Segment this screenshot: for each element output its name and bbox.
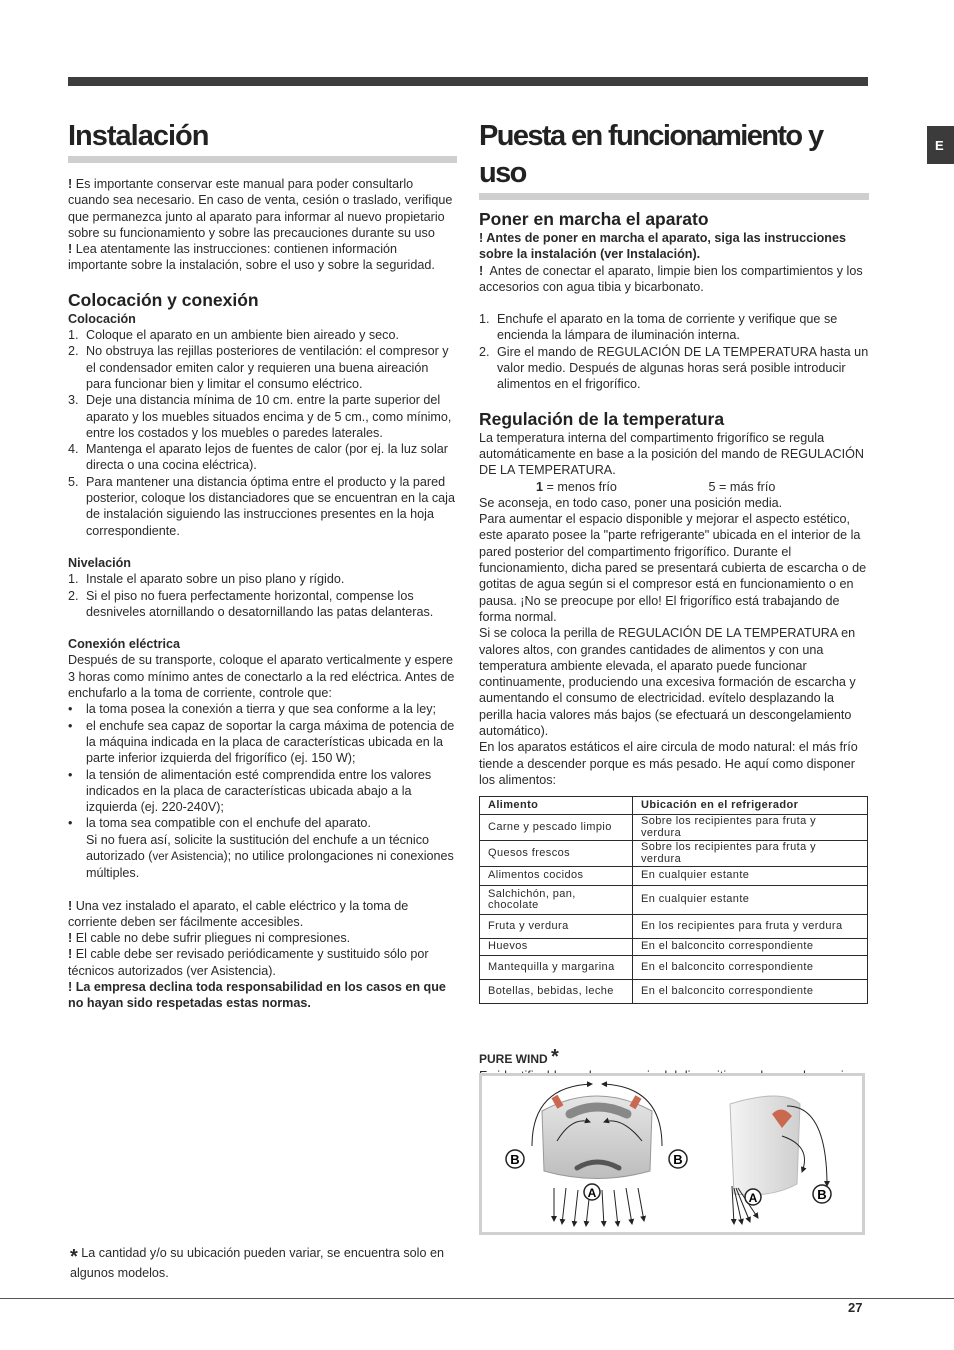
installation-column <box>68 118 457 1012</box>
bottom-rule <box>0 1298 954 1299</box>
table-cell: Salchichón, pan, chocolate <box>480 886 633 915</box>
table-row <box>480 915 868 939</box>
conexion-paragraph: Después de su transporte, coloque el aparato verticalmente y espere 3 horas como mínimo antes de conectarlo a la red eléctrica. Antes de enchufarlo a la toma de corriente, controle que: <box>68 653 455 701</box>
table-row <box>480 867 868 886</box>
usage-title: Puesta en funcionamiento y uso <box>479 118 869 200</box>
table-cell: En el balconcito correspondiente <box>633 939 868 956</box>
nivelacion-list <box>68 571 457 620</box>
table-cell: Mantequilla y margarina <box>480 956 633 980</box>
table-row <box>480 815 868 841</box>
table-cell: Fruta y verdura <box>480 915 633 939</box>
purewind-figure <box>479 1073 865 1235</box>
warning-3: ! El cable debe ser revisado periódicamente y sustituido sólo por técnicos autorizados (ver Asistencia). <box>68 947 429 978</box>
table-cell: En cualquier estante <box>633 886 868 915</box>
table-row <box>480 886 868 915</box>
list-item: 1. Instale el aparato sobre un piso plano y rígido. <box>68 572 345 587</box>
table-cell: Huevos <box>480 939 633 956</box>
list-item: 3. Deje una distancia mínima de 10 cm. entre la parte superior del aparato y los muebles situados encima y de 5 cm., como mínimo, entre los costados y los muebles o paredes laterales. <box>68 393 452 440</box>
temperature-heading: Regulación de la temperatura <box>479 408 725 429</box>
table-cell: Carne y pescado limpio <box>480 815 633 841</box>
list-item: • el enchufe sea capaz de soportar la carga máxima de potencia de la máquina indicada en la placa de características ubicada en la parte inferior izquierda del frigorífico (ej. 150 W); <box>68 718 455 766</box>
list-item: • la toma sea compatible con el enchufe del aparato. Si no fuera así, solicite la sustitución del enchufe a un técnico autorizado (ver Asistencia); no utilice prolongaciones ni conexiones múltiples. <box>68 816 454 881</box>
svg-text:B: B <box>510 1152 520 1167</box>
conexion-list <box>68 701 457 881</box>
table-cell: En los recipientes para fruta y verdura <box>633 915 868 939</box>
table-cell: Alimentos cocidos <box>480 867 633 886</box>
temperature-paragraph-1: La temperatura interna del compartimento frigorífico se regula automáticamente en base a la posición del mando de REGULACIÓN DE LA TEMPERATURA. <box>479 430 865 478</box>
warning-1: ! Una vez instalado el aparato, el cable eléctrico y la toma de corriente deben ser fácilmente accesibles. <box>68 898 409 929</box>
intro-paragraph-1: ! Es importante conservar este manual para poder consultarlo cuando sea necesario. En caso de venta, cesión o traslado, verifique que permanezca junto al aparato para informar al nuevo propietario sobre su funcionamiento y sobre las precauciones durante su uso <box>68 177 453 240</box>
airflow-illustration <box>482 1076 862 1232</box>
list-item: • la tensión de alimentación esté comprendida entre los valores indicados en la placa de características ubicada abajo a la izquierda (ej. 220-240V); <box>68 767 432 815</box>
colocacion-list <box>68 327 457 539</box>
installation-title: Instalación <box>68 118 457 163</box>
warning-4: ! La empresa declina toda responsabilidad en los casos en que no hayan sido respetadas estas normas. <box>68 980 446 1011</box>
page-number: 27 <box>848 1300 863 1315</box>
start-paragraph: ! Antes de conectar el aparato, limpie bien los compartimientos y los accesorios con agua tibia y bicarbonato. <box>479 263 863 294</box>
nivelacion-subheading: Nivelación <box>68 555 131 570</box>
table-cell: Quesos frescos <box>480 841 633 867</box>
placement-heading: Colocación y conexión <box>68 289 259 310</box>
list-item: 2. Si el piso no fuera perfectamente horizontal, compense los desniveles atornillando o desatornillando las patas delanteras. <box>68 588 434 619</box>
table-cell: Sobre los recipientes para fruta y verdura <box>633 815 868 841</box>
svg-text:A: A <box>587 1186 597 1200</box>
start-heading: Poner en marcha el aparato <box>479 209 709 229</box>
table-cell: En el balconcito correspondiente <box>633 980 868 1004</box>
svg-text:B: B <box>673 1152 683 1167</box>
table-cell: Sobre los recipientes para fruta y verdura <box>633 841 868 867</box>
food-placement-table <box>479 796 868 1004</box>
conexion-subheading: Conexión eléctrica <box>68 637 180 652</box>
table-row <box>480 956 868 980</box>
list-item: 2. Gire el mando de REGULACIÓN DE LA TEMPERATURA hasta un valor medio. Después de algunas horas será posible introducir alimentos en el frigorífico. <box>479 344 869 392</box>
list-item: 1. Enchufe el aparato en la toma de corriente y verifique que se encienda la lámpara de iluminación interna. <box>479 312 838 343</box>
table-header: Ubicación en el refrigerador <box>633 797 868 815</box>
purewind-heading: PURE WIND * <box>479 1046 559 1069</box>
usage-column <box>479 118 869 1101</box>
language-tab: E <box>927 126 954 164</box>
table-row <box>480 939 868 956</box>
svg-text:B: B <box>817 1187 827 1202</box>
list-item: • la toma posea la conexión a tierra y que sea conforme a la ley; <box>68 702 437 717</box>
table-cell: En cualquier estante <box>633 867 868 886</box>
svg-text:A: A <box>748 1191 758 1205</box>
list-item: 5. Para mantener una distancia óptima entre el producto y la pared posterior, coloque los distanciadores que se encuentran en la caja de instalación siguiendo las instrucciones presentes en la hoja correspondiente. <box>68 474 455 538</box>
list-item: 4. Mantenga el aparato lejos de fuentes de calor (por ej. la luz solar directa o una cocina eléctrica). <box>68 442 448 473</box>
side-view-device <box>730 1096 831 1224</box>
footnote: * La cantidad y/o su ubicación pueden variar, se encuentra solo en algunos modelos. <box>70 1246 444 1281</box>
warning-2: ! El cable no debe sufrir pliegues ni compresiones. <box>68 931 351 946</box>
table-header: Alimento <box>480 797 633 815</box>
temperature-scale: 1 = menos frío 5 = más frío <box>536 479 776 494</box>
colocacion-subheading: Colocación <box>68 311 136 326</box>
table-cell: Botellas, bebidas, leche <box>480 980 633 1004</box>
table-row <box>480 980 868 1004</box>
start-list <box>479 311 869 392</box>
list-item: 1. Coloque el aparato en un ambiente bien aireado y seco. <box>68 328 399 343</box>
front-view-device <box>506 1084 687 1226</box>
top-rule <box>68 77 868 86</box>
table-cell: En el balconcito correspondiente <box>633 956 868 980</box>
temperature-paragraph-2: Se aconseja, en todo caso, poner una posición media. Para aumentar el espacio disponible y mejorar el aspecto estético, este aparato posee la "parte refrigerante" ubicada en el interior de la pared posterior del compartimento frigorífico. Durante el funcionamiento, dicha pared se presentará cubierta de escarcha o de gotitas de agua según si el compresor está en funcionamiento o en pausa. ¡No se preocupe por ello! El frigorífico está trabajando de forma normal. Si se coloca la perilla de REGULACIÓN DE LA TEMPERATURA en valores altos, con grandes cantidades de alimentos y con una temperatura ambiente elevada, el aparato puede funcionar continuamente, produciendo una excesiva formación de escarcha y aumentando el consumo de electricidad. evítelo desplazando la perilla hacia valores más bajos (se efectuará un descongelamiento automático). En los aparatos estáticos el aire circula de modo natural: el más frío tiende a descender porque es más pesado. He aquí como disponer los alimentos: <box>479 495 867 787</box>
intro-paragraph-2: ! Lea atentamente las instrucciones: contienen información importante sobre la instalación, sobre el uso y sobre la seguridad. <box>68 242 435 273</box>
start-warning: ! Antes de poner en marcha el aparato, siga las instrucciones sobre la instalación (ver Instalación). <box>479 231 846 262</box>
table-row <box>480 841 868 867</box>
list-item: 2. No obstruya las rejillas posteriores de ventilación: el compresor y el condensador emiten calor y requieren una buena aireación para funcionar bien y limitar el consumo eléctrico. <box>68 344 449 391</box>
table-header-row <box>480 797 868 815</box>
assistance-link: ver Asistencia <box>152 850 224 863</box>
